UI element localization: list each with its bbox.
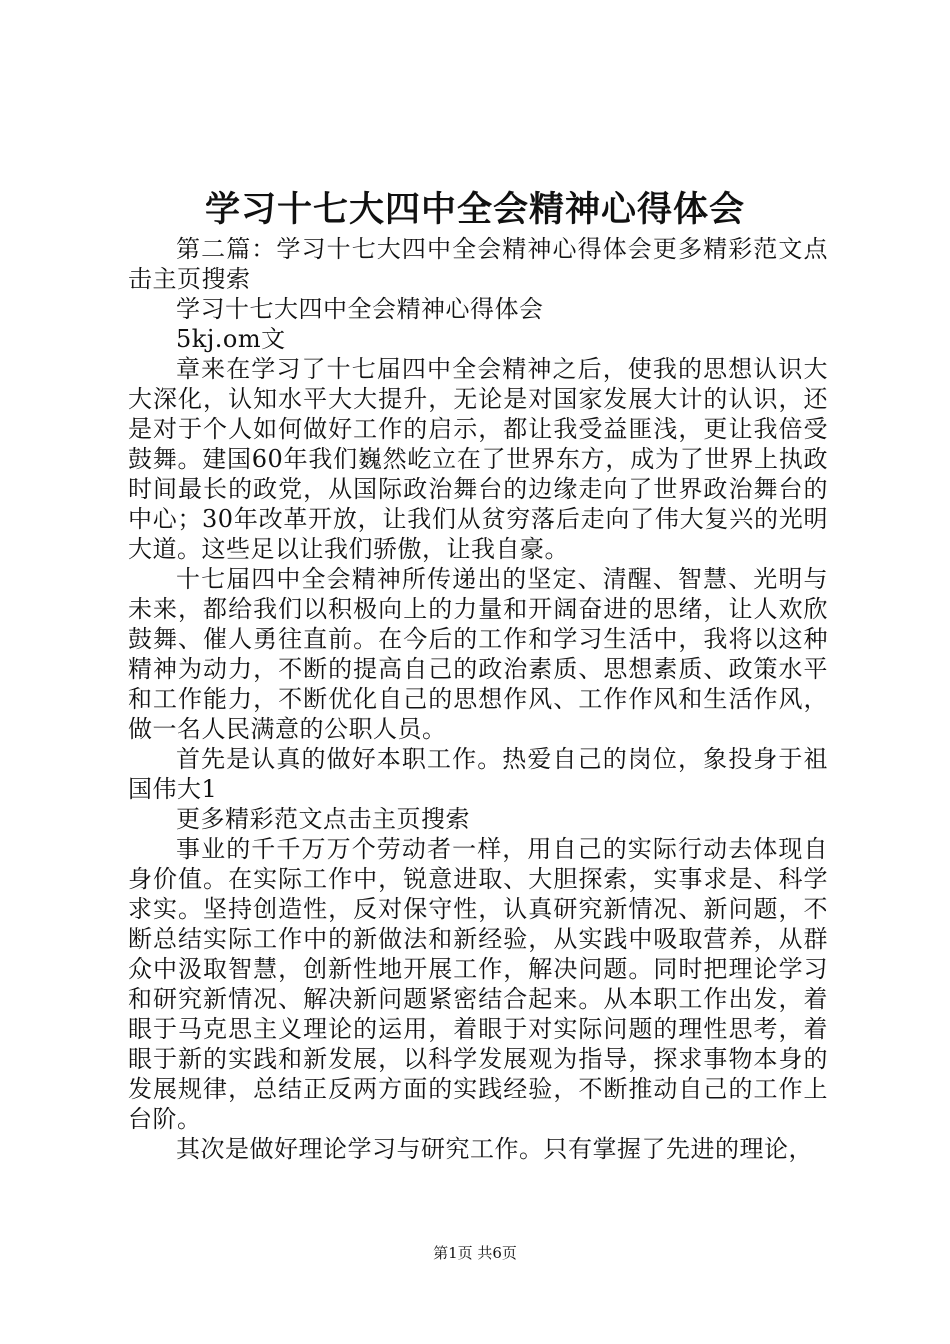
paragraph: 5kj.om文 — [176, 325, 286, 353]
paragraph: 章来在学习了十七届四中全会精神之后，使我的思想认识大大深化，认知水平大大提升，无论是对国家发展大计的认识，还是对于个人如何做好工作的启示，都让我受益匪浅，更让我倍受鼓舞。建国60年我们巍然屹立在了世界东方，成为了世界上执政时间最长的政党，从国际政治舞台的边缘走向了世界政治舞台的中心；30年改革开放，让我们从贫穷落后走向了伟大复兴的光明大道。这些足以让我们骄傲，让我自豪。 — [128, 355, 828, 563]
paragraph: 首先是认真的做好本职工作。热爱自己的岗位，象投身于祖国伟大1 — [128, 745, 828, 803]
paragraph: 十七届四中全会精神所传递出的坚定、清醒、智慧、光明与未来，都给我们以积极向上的力量和开阔奋进的思绪，让人欢欣鼓舞、催人勇往直前。在今后的工作和学习生活中，我将以这种精神为动力，不断的提高自己的政治素质、思想素质、政策水平和工作能力，不断优化自己的思想作风、工作作风和生活作风，做一名人民满意的公职人员。 — [128, 565, 828, 743]
paragraph: 学习十七大四中全会精神心得体会 — [176, 295, 544, 323]
paragraph: 第二篇：学习十七大四中全会精神心得体会更多精彩范文点击主页搜索 — [128, 235, 828, 293]
document-title: 学习十七大四中全会精神心得体会 — [204, 189, 745, 230]
paragraph: 其次是做好理论学习与研究工作。只有掌握了先进的理论， — [176, 1135, 813, 1163]
page-footer: 第1页 共6页 — [433, 1244, 517, 1262]
paragraph: 事业的千千万万个劳动者一样，用自己的实际行动去体现自身价值。在实际工作中，锐意进取、大胆探索，实事求是、科学求实。坚持创造性，反对保守性，认真研究新情况、新问题，不断总结实际工作中的新做法和新经验，从实践中吸取营养，从群众中汲取智慧，创新性地开展工作，解决问题。同时把理论学习和研究新情况、解决新问题紧密结合起来。从本职工作出发，着眼于马克思主义理论的运用，着眼于对实际问题的理性思考，着眼于新的实践和新发展，以科学发展观为指导，探求事物本身的发展规律，总结正反两方面的实践经验，不断推动自己的工作上台阶。 — [128, 835, 828, 1133]
paragraph: 更多精彩范文点击主页搜索 — [176, 805, 470, 833]
document-body — [128, 234, 828, 1164]
